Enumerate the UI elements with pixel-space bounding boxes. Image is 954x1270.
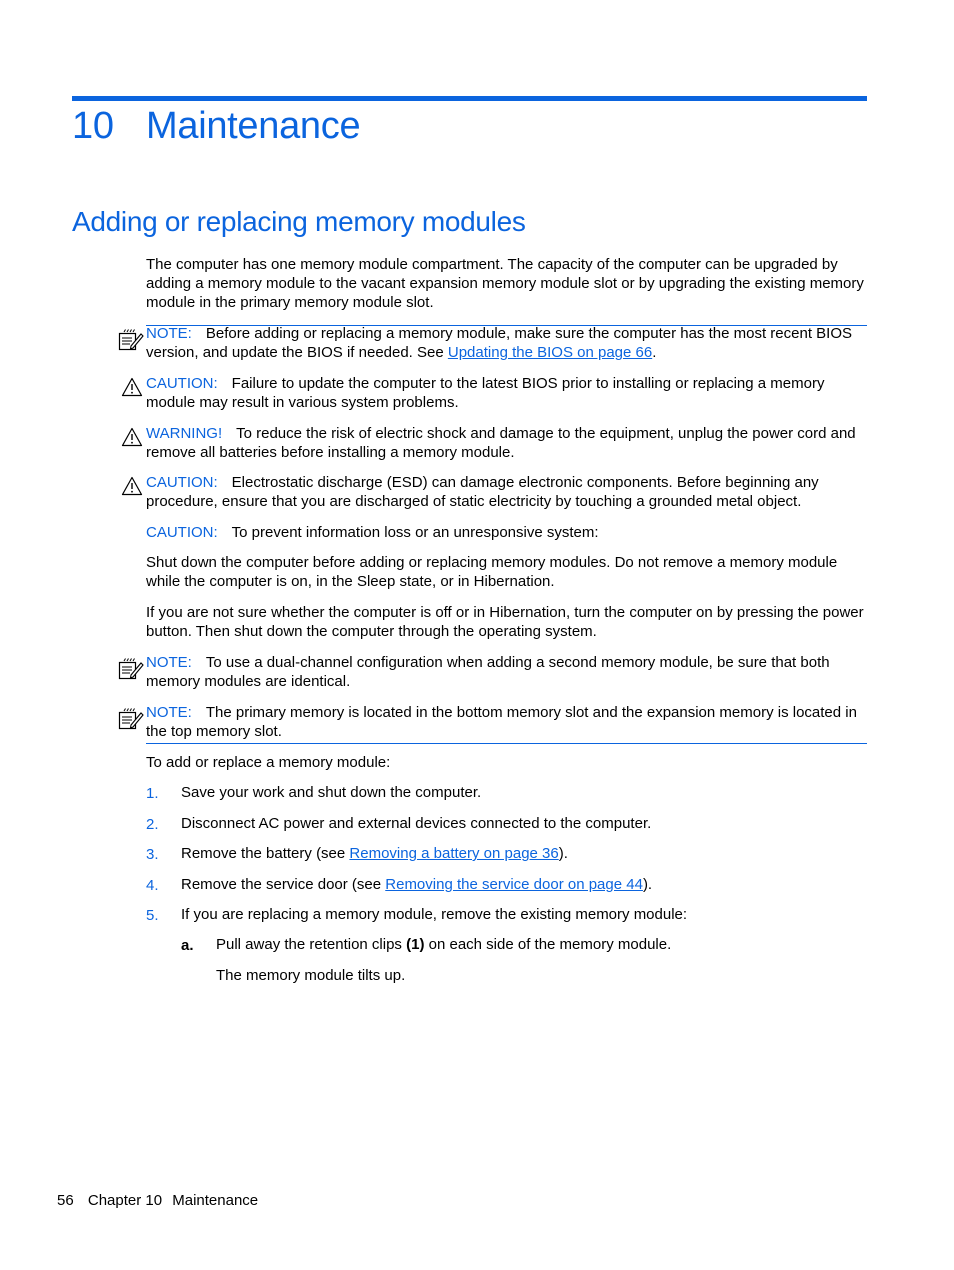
step-text: If you are replacing a memory module, remove the existing memory module: — [181, 906, 688, 923]
step-text: Save your work and shut down the computer. — [181, 784, 482, 801]
link-removing-service-door[interactable]: Removing the service door on page 44 — [385, 876, 643, 893]
note-label: NOTE: — [146, 654, 192, 671]
caution-bios — [146, 374, 868, 412]
caution-text: Failure to update the computer to the latest BIOS prior to installing or replacing a memory module may result in various system problems. — [146, 375, 825, 411]
step-number: 5. — [146, 907, 159, 924]
caution-label: CAUTION: — [146, 375, 218, 392]
caution-label: CAUTION: — [146, 474, 218, 491]
shutdown-paragraph: Shut down the computer before adding or replacing memory modules. Do not remove a memory module while the computer is on, in the Sleep state, or in Hibernation. — [146, 554, 838, 590]
note-text: Before adding or replacing a memory module, make sure the computer has the most recent BIOS version, and update the BIOS if needed. See — [146, 325, 852, 361]
note-slot-location — [146, 703, 868, 741]
note-bottom-rule — [146, 743, 867, 744]
link-updating-bios[interactable]: Updating the BIOS on page 66 — [447, 344, 653, 361]
step-number: 3. — [146, 846, 159, 863]
caution-icon — [121, 476, 143, 496]
step-text — [181, 875, 867, 894]
substep-followup: The memory module tilts up. — [216, 967, 406, 984]
hibernation-paragraph: If you are not sure whether the computer is off or in Hibernation, turn the computer on by pressing the power button. Then shut down the computer through the operating system. — [146, 604, 864, 640]
caution-icon — [121, 377, 143, 397]
caution-esd — [146, 473, 868, 511]
note-punct: . — [652, 344, 657, 361]
step-text — [181, 844, 867, 863]
caution-text: Electrostatic discharge (ESD) can damage electronic components. Before beginning any procedure, ensure that you are discharged of static electricity by touching a grounded metal object. — [146, 474, 819, 510]
step-text: Disconnect AC power and external devices connected to the computer. — [181, 815, 652, 832]
procedure-intro: To add or replace a memory module: — [146, 754, 391, 771]
note-label: NOTE: — [146, 325, 192, 342]
step-number: 1. — [146, 785, 159, 802]
step-text-after: ). — [558, 845, 568, 862]
note-icon — [118, 657, 144, 681]
note-dual-channel — [146, 653, 868, 691]
chapter-number: 10 — [72, 105, 114, 147]
caution-label: CAUTION: — [146, 524, 218, 541]
page-number: 56 — [57, 1192, 74, 1209]
note-text: To use a dual-channel configuration when adding a second memory module, be sure that both memory modules are identical. — [146, 654, 830, 690]
step-text-before: Remove the service door (see — [181, 876, 386, 893]
substep-text-before: Pull away the retention clips — [216, 936, 407, 953]
step-number: 2. — [146, 816, 159, 833]
caution-info-loss — [146, 523, 868, 542]
substep-text — [216, 935, 866, 954]
chapter-name: Maintenance — [146, 105, 361, 147]
note-icon — [118, 707, 144, 731]
link-removing-battery[interactable]: Removing a battery on page 36 — [349, 845, 559, 862]
callout-number: (1) — [406, 936, 425, 953]
chapter-title — [72, 105, 360, 148]
intro-paragraph: The computer has one memory module compartment. The capacity of the computer can be upgraded by adding a memory module to the vacant expansion memory module slot or by upgrading the existing memory module in the primary memory module slot. — [146, 256, 864, 311]
footer-title: Maintenance — [172, 1192, 259, 1209]
warning-icon — [121, 427, 143, 447]
footer-chapter: Chapter 10 — [87, 1192, 163, 1209]
warning-label: WARNING! — [146, 425, 223, 442]
warning-shock — [146, 424, 868, 462]
note-text: The primary memory is located in the bottom memory slot and the expansion memory is located in the top memory slot. — [146, 704, 857, 740]
substep-letter: a. — [181, 937, 194, 954]
warning-text: To reduce the risk of electric shock and damage to the equipment, unplug the power cord and remove all batteries before installing a memory module. — [146, 425, 856, 461]
section-title: Adding or replacing memory modules — [72, 206, 526, 237]
note-icon — [118, 328, 144, 352]
caution-text: To prevent information loss or an unresponsive system: — [231, 524, 599, 541]
step-text-before: Remove the battery (see — [181, 845, 350, 862]
chapter-rule — [72, 96, 867, 101]
step-number: 4. — [146, 877, 159, 894]
page-footer — [57, 1191, 258, 1210]
substep-text-after: on each side of the memory module. — [424, 936, 672, 953]
note-label: NOTE: — [146, 704, 192, 721]
note-bios — [146, 324, 868, 362]
step-text-after: ). — [642, 876, 653, 893]
